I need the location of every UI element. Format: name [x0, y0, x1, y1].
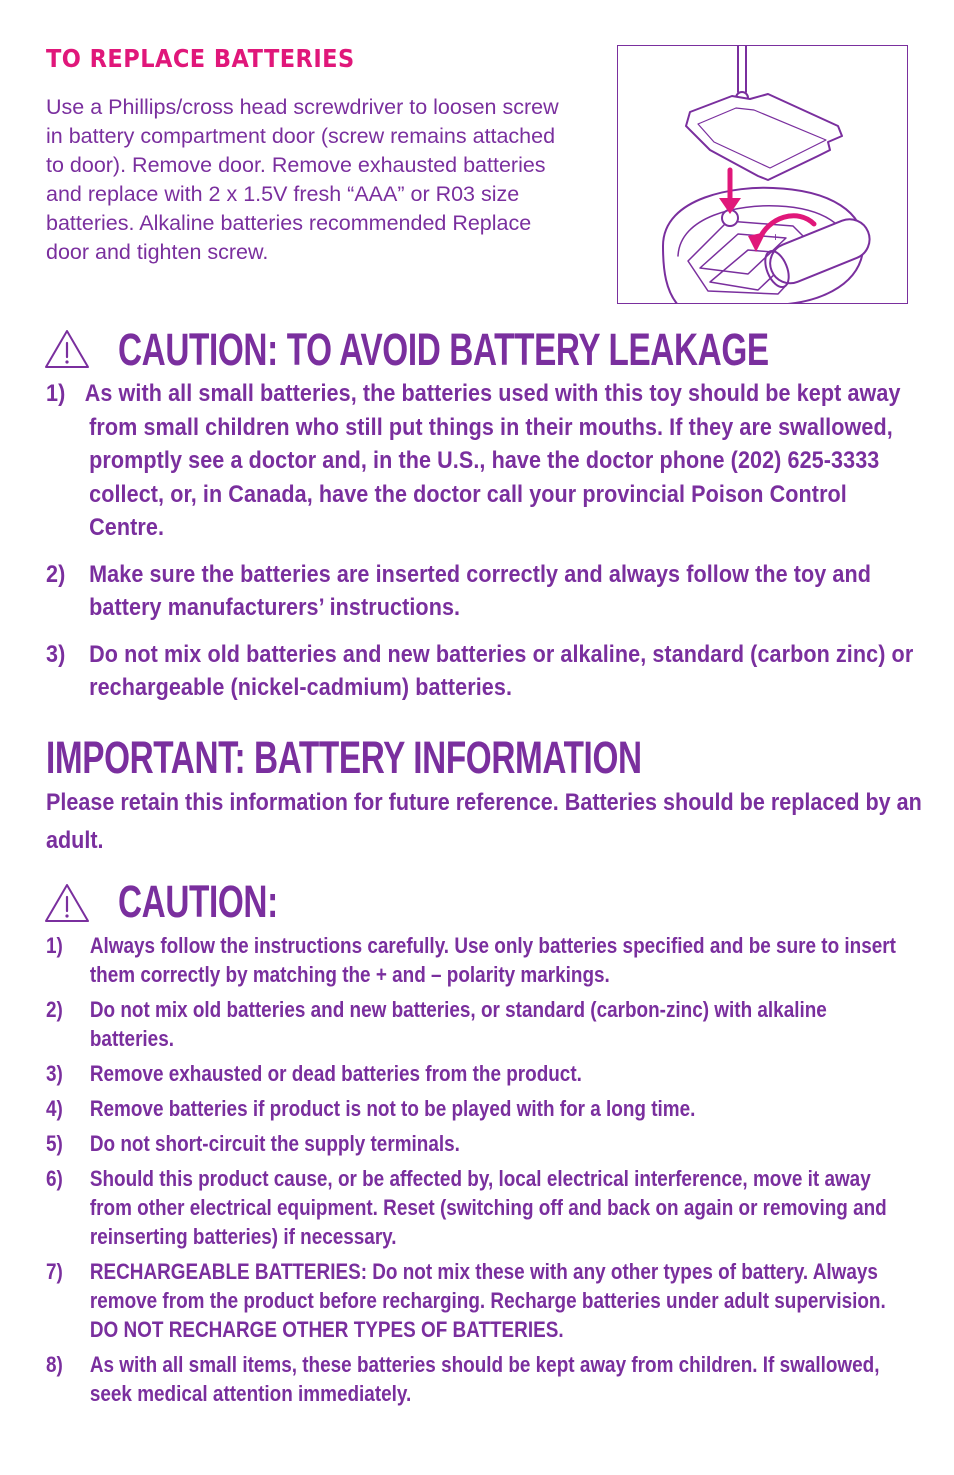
- retain-information-text: Please retain this information for future reference. Batteries should be replaced by an adult.: [46, 789, 922, 854]
- list-item-text: Do not mix old batteries and new batteries or alkaline, standard (carbon zinc) or rechargeable (nickel-cadmium) batteries.: [89, 640, 914, 701]
- list-item-number: 3): [46, 640, 66, 668]
- list-item-text: Do not short-circuit the supply terminals.: [89, 1131, 460, 1156]
- list-item-text: Do not mix old batteries and new batteries, or standard (carbon-zinc) with alkaline batteries.: [89, 997, 827, 1051]
- list-item-number: 2): [46, 560, 66, 588]
- replace-batteries-title: TO REPLACE BATTERIES: [46, 44, 355, 73]
- list-item: [46, 931, 915, 989]
- list-item: [46, 1350, 915, 1408]
- list-item-number: 5): [46, 1131, 63, 1156]
- leakage-caution-list: [46, 377, 926, 705]
- list-item-text: As with all small batteries, the batteries used with this toy should be kept away from small children who still put things in their mouths. If they are swallowed, promptly see a doctor and, in the U.S., have the doctor phone (202) 625-3333 collect, or, in Canada, have the doctor call your provincial Poison Control Centre.: [84, 380, 901, 541]
- list-item-text: Always follow the instructions carefully. Use only batteries specified and be sure to insert them correctly by matching the + and – polarity markings.: [89, 933, 896, 987]
- list-item: [46, 558, 926, 625]
- list-item: [46, 377, 926, 545]
- replace-batteries-instructions: Use a Phillips/cross head screwdriver to loosen screw in battery compartment door (screw remains attached to door). Remove door. Remove exhausted batteries and replace with 2 x 1.5V fresh “AAA” or R03 size batteries. Alkaline batteries recommended Replace door and tighten screw.: [46, 95, 559, 264]
- list-item-number: 1): [46, 380, 66, 407]
- caution-heading: CAUTION:: [118, 876, 278, 927]
- list-item: [46, 1164, 915, 1251]
- list-item: [46, 1094, 915, 1123]
- list-item-text: Make sure the batteries are inserted correctly and always follow the toy and battery manufacturers’ instructions.: [89, 560, 872, 621]
- list-item-text: RECHARGEABLE BATTERIES: Do not mix these with any other types of battery. Always remove from the product before recharging. Recharge batteries under adult supervision. DO NOT RECHARGE OTHER TYPES OF BATTERIES.: [89, 1259, 886, 1342]
- list-item: [46, 1059, 915, 1088]
- caution-list: [46, 931, 926, 1408]
- list-item-text: Should this product cause, or be affected by, local electrical interference, move it away from other electrical equipment. Reset (switching off and back on again or removing and reinserting batteries) if necessary.: [89, 1166, 887, 1249]
- battery-compartment-drawing: [618, 46, 908, 304]
- important-battery-info-heading: IMPORTANT: BATTERY INFORMATION: [46, 732, 642, 783]
- list-item: [46, 1129, 915, 1158]
- warning-triangle-icon: [44, 882, 90, 924]
- warning-triangle-icon: [44, 328, 90, 370]
- list-item-number: 2): [46, 997, 63, 1022]
- list-item-number: 8): [46, 1352, 63, 1377]
- svg-text:+: +: [772, 230, 780, 244]
- list-item-text: As with all small items, these batteries should be kept away from children. If swallowed, seek medical attention immediately.: [89, 1352, 880, 1406]
- list-item: [46, 638, 926, 705]
- list-item-number: 4): [46, 1096, 63, 1121]
- list-item-text: Remove exhausted or dead batteries from the product.: [89, 1061, 582, 1086]
- list-item-text: Remove batteries if product is not to be played with for a long time.: [89, 1096, 696, 1121]
- list-item-number: 6): [46, 1166, 63, 1191]
- leakage-caution-heading: CAUTION: TO AVOID BATTERY LEAKAGE: [118, 324, 769, 375]
- battery-replacement-illustration: [617, 45, 908, 304]
- list-item-number: 3): [46, 1061, 63, 1086]
- list-item: [46, 995, 915, 1053]
- list-item: [46, 1257, 915, 1344]
- list-item-number: 7): [46, 1259, 63, 1284]
- list-item-number: 1): [46, 933, 63, 958]
